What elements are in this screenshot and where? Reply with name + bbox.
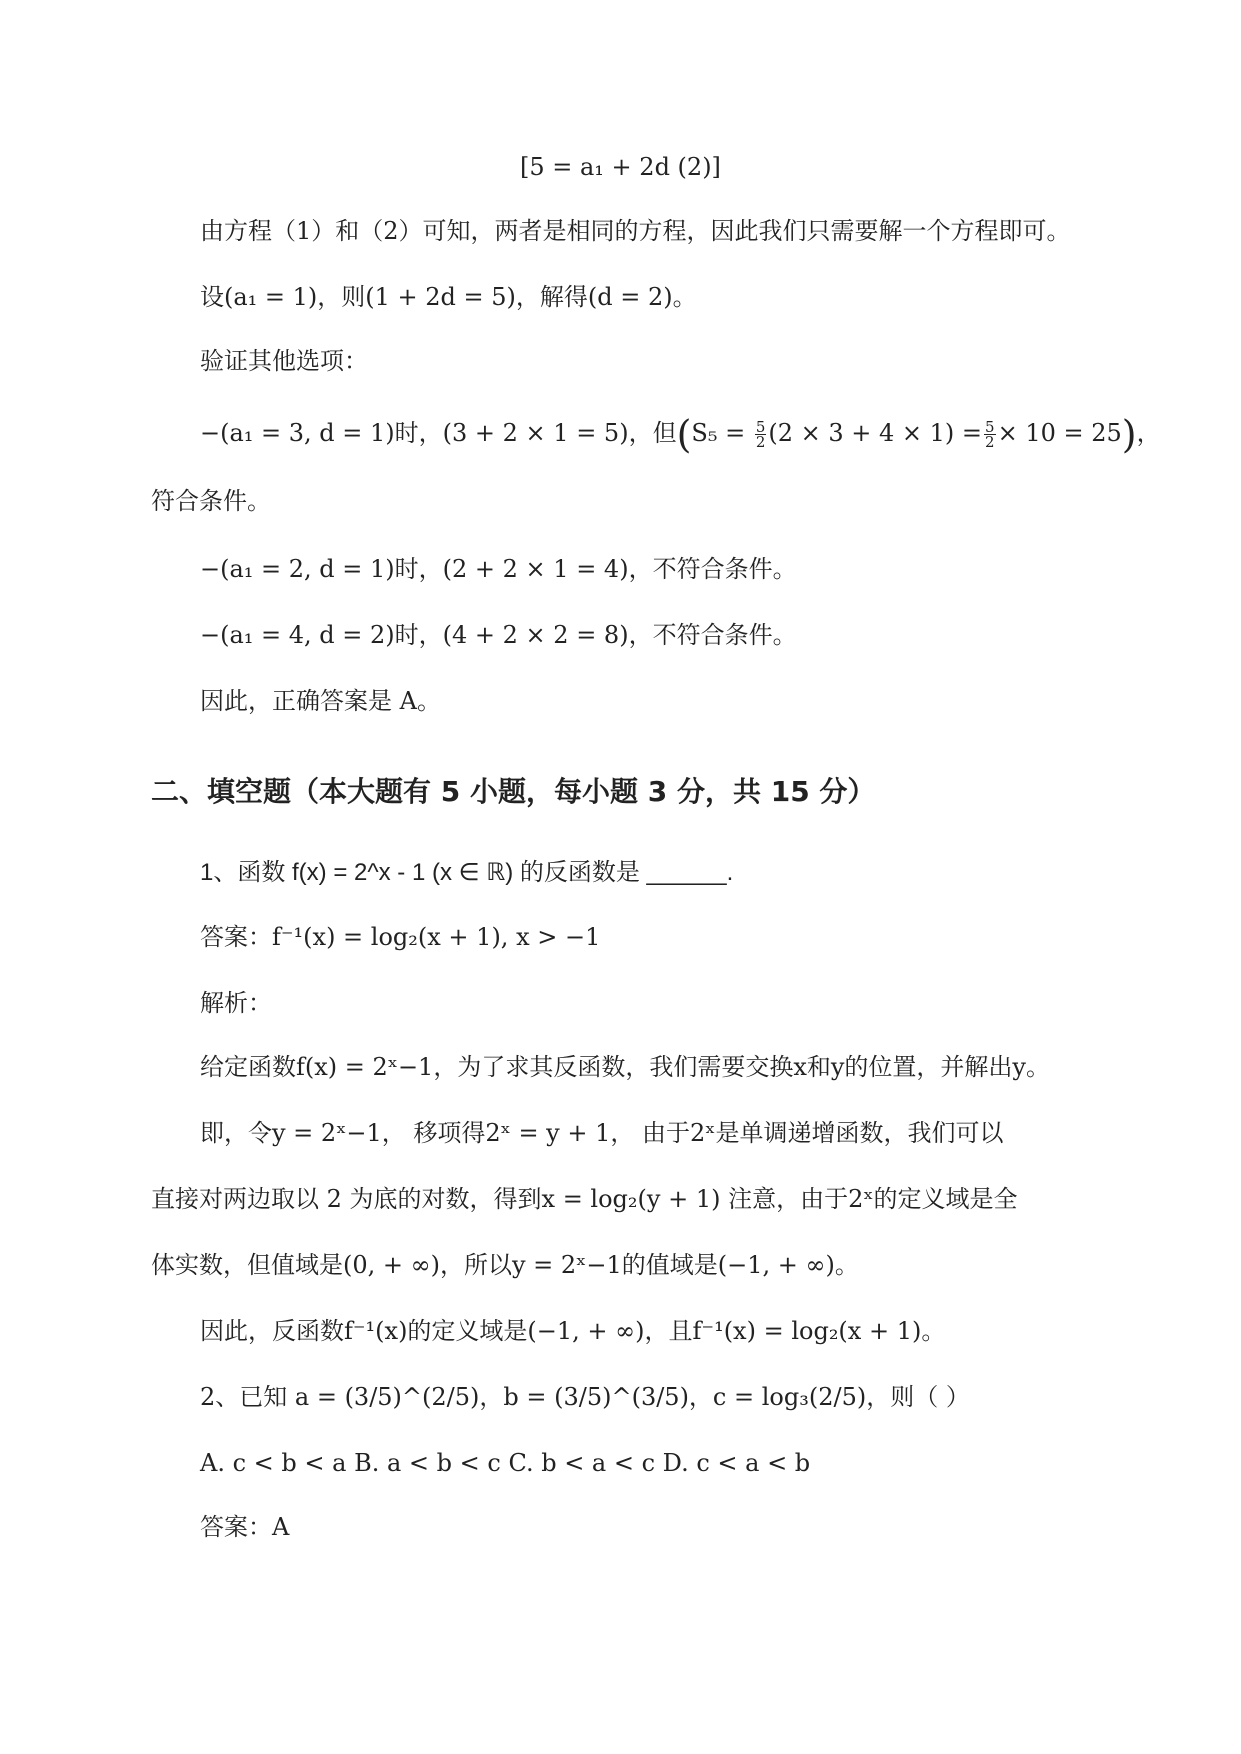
fraction-five-halves xyxy=(755,420,767,449)
fraction-denominator-2: 2 xyxy=(985,433,995,451)
question-1: 1、函数 f(x) = 2^x - 1 (x ∈ ℝ) 的反函数是 ______. xyxy=(200,859,734,886)
option-1-check: −(a₁ = 3, d = 1)时，(3 + 2 × 1 = 5)，但(S₅ = $\frac{5}{2}$ (2 × 3 + 4 × 1) = $\frac{5}{2}$ × 10 = 25)， xyxy=(200,412,1161,457)
section-heading: 二、填空题（本大题有 5 小题，每小题 3 分，共 15 分） xyxy=(151,775,876,808)
analysis-paragraph-1: 给定函数f(x) = 2ˣ−1，为了求其反函数，我们需要交换x和y的位置，并解出y。 xyxy=(200,1053,1050,1081)
s5-label: S₅ = xyxy=(691,419,753,447)
option-3-check: −(a₁ = 4, d = 2)时，(4 + 2 × 2 = 8)，不符合条件。 xyxy=(200,621,797,649)
assumption-line: 设(a₁ = 1)，则(1 + 2d = 5)，解得(d = 2)。 xyxy=(200,283,697,311)
analysis-paragraph-3: 直接对两边取以 2 为底的对数，得到x = log₂(y + 1) 注意，由于2ˣ的定义域是全 xyxy=(151,1185,1018,1213)
option-1-end: × 10 = 25 xyxy=(997,419,1122,447)
verify-label: 验证其他选项： xyxy=(200,347,368,375)
fraction-denominator: 2 xyxy=(755,433,766,451)
fraction-five-halves-2 xyxy=(984,420,996,449)
option-1-result: 符合条件。 xyxy=(151,487,271,515)
question-2-answer: 答案：A xyxy=(200,1513,290,1541)
open-paren: ( xyxy=(676,412,692,457)
conclusion-line: 因此，正确答案是 A。 xyxy=(200,687,441,715)
question-1-answer: 答案：f⁻¹(x) = log₂(x + 1), x > −1 xyxy=(200,923,601,951)
fraction-numerator: 5 xyxy=(755,418,766,436)
analysis-paragraph-5: 因此，反函数f⁻¹(x)的定义域是(−1, + ∞)，且f⁻¹(x) = log₂(x + 1)。 xyxy=(200,1317,946,1345)
analysis-label: 解析： xyxy=(200,989,272,1017)
question-2: 2、已知 a = (3/5)^(2/5)，b = (3/5)^(3/5)，c = log₃(2/5)，则（ ） xyxy=(200,1383,970,1411)
close-paren: ) xyxy=(1121,412,1137,457)
option-1-condition: −(a₁ = 3, d = 1)时，(3 + 2 × 1 = 5)，但 xyxy=(200,419,677,447)
analysis-paragraph-4: 体实数，但值域是(0, + ∞)，所以y = 2ˣ−1的值域是(−1, + ∞)。 xyxy=(151,1251,859,1279)
analysis-paragraph-2: 即，令y = 2ˣ−1， 移项得2ˣ = y + 1， 由于2ˣ是单调递增函数，我们可以 xyxy=(200,1119,1004,1147)
option-1-middle: (2 × 3 + 4 × 1) = xyxy=(768,419,983,447)
same-equation-note: 由方程（1）和（2）可知，两者是相同的方程，因此我们只需要解一个方程即可。 xyxy=(200,217,1071,245)
fraction-numerator-2: 5 xyxy=(985,418,995,436)
question-2-options: A. c < b < a B. a < b < c C. b < a < c D. c < a < b xyxy=(200,1449,811,1477)
equation-2: [5 = a₁ + 2d (2)] xyxy=(520,153,721,181)
option-2-check: −(a₁ = 2, d = 1)时，(2 + 2 × 1 = 4)，不符合条件。 xyxy=(200,555,797,583)
